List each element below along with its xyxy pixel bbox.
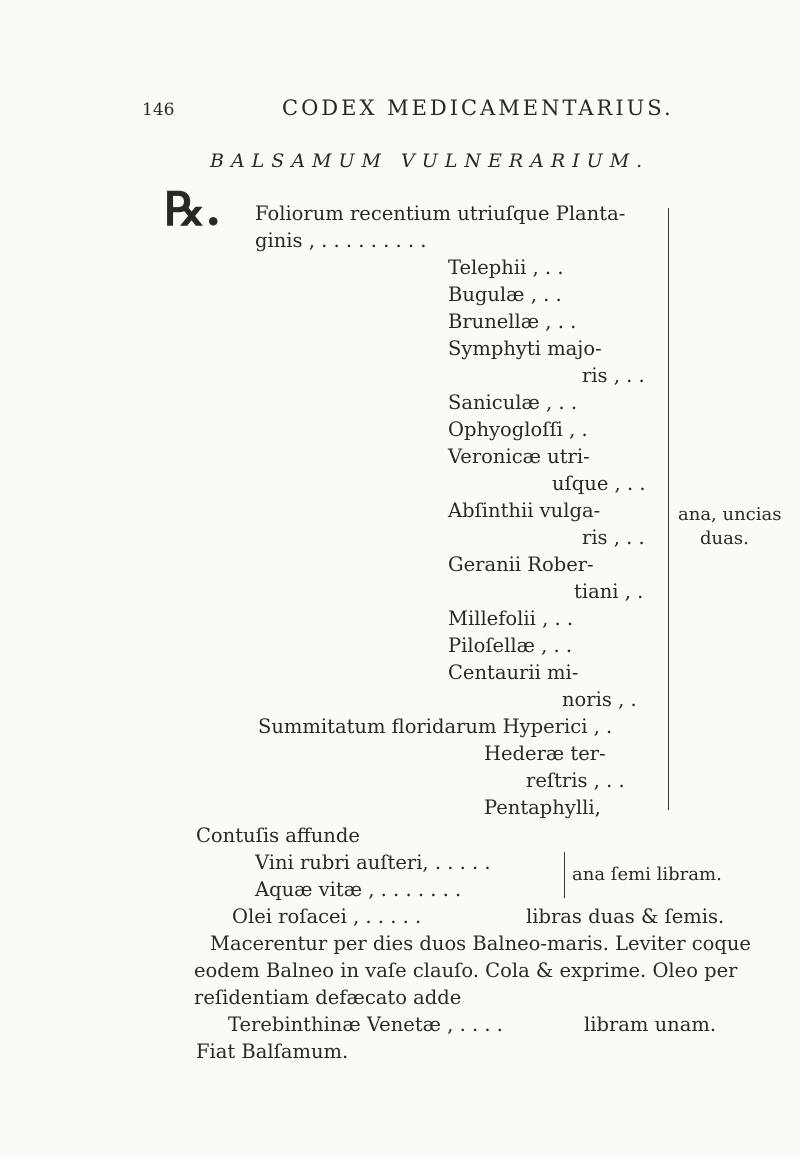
ingredient-line: Brunellæ , . . [448, 310, 577, 333]
ingredient-line: Foliorum recentium utriuſque Planta- [255, 202, 626, 225]
ingredient-line: Bugulæ , . . [448, 283, 562, 306]
ingredient-line: Piloſellæ , . . [448, 634, 573, 657]
ingredient-line: Centaurii mi- [448, 661, 579, 684]
ingredient-line: Saniculæ , . . [448, 391, 578, 414]
liquids-dose: ana ſemi libram. [572, 864, 722, 885]
ingredient-line: Abſinthii vulga- [448, 499, 601, 522]
oil-line: Olei roſacei , . . . . . [232, 905, 422, 928]
ingredient-line: Ophyogloſſi , . [448, 418, 588, 441]
ingredient-line: Telephii , . . [448, 256, 564, 279]
ingredient-line: ris , . . [582, 364, 645, 387]
ingredient-line: Geranii Rober- [448, 553, 594, 576]
ingredient-line: tiani , . [574, 580, 644, 603]
paragraph-line: eodem Balneo in vaſe clauſo. Cola & exprime. Oleo per [194, 959, 738, 982]
ingredient-line: ris , . . [582, 526, 645, 549]
ingredient-line: ginis , . . . . . . . . . [255, 229, 427, 252]
terebinth-line: Terebinthinæ Venetæ , . . . . [228, 1013, 503, 1036]
liquid-line: Aquæ vitæ , . . . . . . . [255, 878, 462, 901]
oil-dose: libras duas & ſemis. [526, 905, 725, 928]
ingredient-line: Summitatum floridarum Hyperici , . [258, 715, 613, 738]
contusis-line: Contuſis affunde [196, 824, 360, 847]
page-number: 146 [142, 100, 175, 120]
herbs-dose: ana, uncias [678, 504, 782, 525]
paragraph-line: Macerentur per dies duos Balneo-maris. Leviter coque [210, 932, 751, 955]
ingredient-line: noris , . [562, 688, 637, 711]
ingredient-line: reſtris , . . [526, 769, 625, 792]
herbs-dose-cont: duas. [700, 528, 749, 549]
paragraph-line: reſidentiam defæcato adde [194, 986, 462, 1009]
ingredient-line: Veronicæ utri- [448, 445, 590, 468]
ingredient-line: Symphyti majo- [448, 337, 602, 360]
closing-line: Fiat Balſamum. [196, 1040, 349, 1063]
terebinth-dose: libram unam. [584, 1013, 717, 1036]
liquids-brace [558, 852, 565, 898]
ingredient-line: Millefolii , . . [448, 607, 574, 630]
liquid-line: Vini rubri auſteri, . . . . . [255, 851, 491, 874]
running-head: CODEX MEDICAMENTARIUS. [282, 96, 674, 120]
ingredients-brace [662, 208, 669, 810]
ingredient-line: Pentaphylli, [484, 796, 601, 819]
recipe-symbol: ℞. [164, 182, 222, 236]
ingredient-line: Hederæ ter- [484, 742, 606, 765]
recipe-title: BALSAMUM VULNERARIUM. [210, 150, 650, 172]
ingredient-line: uſque , . . [552, 472, 646, 495]
